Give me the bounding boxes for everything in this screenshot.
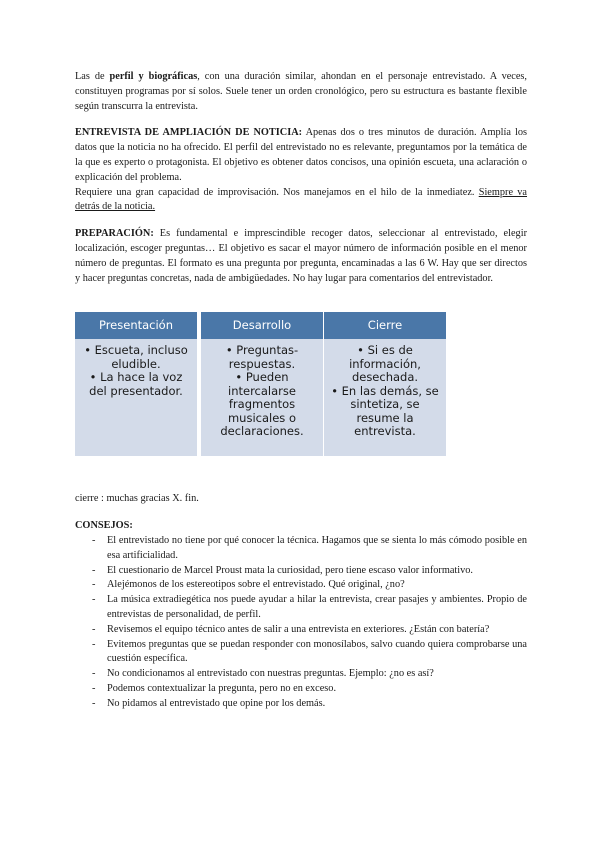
diagram-column-desarrollo xyxy=(201,312,323,456)
dash-marker: - xyxy=(92,668,96,680)
list-item xyxy=(75,697,527,712)
dash-marker: - xyxy=(92,594,96,606)
bullet: • Si es de información, desechada. xyxy=(349,343,421,385)
consejos-heading: CONSEJOS: xyxy=(75,520,133,532)
column-header: Desarrollo xyxy=(201,312,323,339)
text: , con una duración similar, ahondan en el personaje entrevistado. A veces, constituyen programas por sí solos. Suele tener un orden cronológico, pero su estructura es bastante flexible según transcurra la entrevista. xyxy=(75,71,528,112)
list-item-text: El entrevistado no tiene por qué conocer la técnica. Hagamos que se sienta lo más cómodo posible en esa artificialidad. xyxy=(107,534,527,561)
bullet: • En las demás, se sintetiza, se resume la entrevista. xyxy=(331,383,439,439)
bullet: • La hace la voz del presentador. xyxy=(89,370,183,398)
list-item-text: La música extradiegética nos puede ayudar a hilar la entrevista, crear pasajes y ambientes. Propio de entrevistas de personalidad, de perfil. xyxy=(107,594,527,620)
column-header: Presentación xyxy=(75,312,197,339)
column-body xyxy=(75,339,197,456)
dash-marker: - xyxy=(92,638,96,650)
list-item xyxy=(75,682,527,697)
bullet: • Escueta, incluso eludible. xyxy=(84,343,188,371)
paragraph-ampliacion-2 xyxy=(75,186,527,216)
paragraph-ampliacion xyxy=(75,126,527,185)
dash-marker: - xyxy=(92,697,96,709)
list-item-text: Evitemos preguntas que se puedan responder con monosílabos, salvo cuando quiera comprobarse una cuestión específica. xyxy=(107,638,527,665)
dash-marker: - xyxy=(92,623,96,635)
section-heading-inline: PREPARACIÓN: xyxy=(75,228,154,240)
list-item xyxy=(75,578,527,593)
bold-term: perfil y biográficas xyxy=(109,71,198,82)
list-item xyxy=(75,564,527,579)
text: Las de xyxy=(75,71,110,82)
list-item xyxy=(75,593,527,623)
column-header: Cierre xyxy=(324,312,446,339)
list-item-text: No pidamos al entrevistado que opine por los demás. xyxy=(107,697,326,709)
list-item-text: Podemos contextualizar la pregunta, pero no en exceso. xyxy=(107,682,337,694)
dash-marker: - xyxy=(92,682,96,694)
closing-note: cierre : muchas gracias X. fin. xyxy=(75,493,199,505)
interview-structure-diagram xyxy=(75,312,527,462)
column-body xyxy=(324,339,446,456)
list-item xyxy=(75,638,527,668)
list-item xyxy=(75,623,527,638)
dash-marker: - xyxy=(92,579,96,591)
paragraph-preparacion xyxy=(75,227,527,286)
paragraph-perfil xyxy=(75,70,527,114)
diagram-column-cierre xyxy=(324,312,446,456)
list-item xyxy=(75,534,527,564)
section-heading-inline: ENTREVISTA DE AMPLIACIÓN DE NOTICIA: xyxy=(75,127,303,139)
text: Requiere una gran capacidad de improvisación. Nos manejamos en el hilo de la inmediatez. xyxy=(75,186,479,198)
list-item xyxy=(75,667,527,682)
consejos-list xyxy=(75,534,527,712)
column-body xyxy=(201,339,323,456)
document-page xyxy=(75,70,527,712)
list-item-text: No condicionamos al entrevistado con nuestras preguntas. Ejemplo: ¿no es así? xyxy=(107,668,434,680)
underlined-text: Siempre va detrás de la noticia. xyxy=(75,186,528,213)
bullet: • Preguntas-respuestas. xyxy=(225,343,299,371)
list-item-text: El cuestionario de Marcel Proust mata la curiosidad, pero tiene escaso valor informativo. xyxy=(107,564,473,576)
text: Apenas dos o tres minutos de duración. Amplía los datos que la noticia no ha ofrecido. El perfil del entrevistado no es relevante, preguntamos por la temática de la que es experto o protagonista. El objetivo es obtener datos concisos, una opinión escueta, una aclaración o explicación del problema. xyxy=(75,127,527,183)
list-item-text: Revisemos el equipo técnico antes de salir a una entrevista en exteriores. ¿Están con batería? xyxy=(107,623,490,635)
dash-marker: - xyxy=(92,534,96,546)
text: Es fundamental e imprescindible recoger datos, seleccionar al entrevistado, elegir localización, escoger preguntas… El objetivo es sacar el mayor número de información posible en el menor número de preguntas. El formato es una pregunta por pregunta, encaminadas a las 6 W. Hay que ser directos y hacer preguntas concretas, nada de ambigüedades. No hay lugar para comentarios del entrevistador. xyxy=(75,228,527,284)
bullet: • Pueden intercalarse fragmentos musicales o declaraciones. xyxy=(220,370,304,439)
dash-marker: - xyxy=(92,564,96,576)
list-item-text: Alejémonos de los estereotipos sobre el entrevistado. Qué original, ¿no? xyxy=(107,579,405,591)
diagram-column-presentacion xyxy=(75,312,197,456)
